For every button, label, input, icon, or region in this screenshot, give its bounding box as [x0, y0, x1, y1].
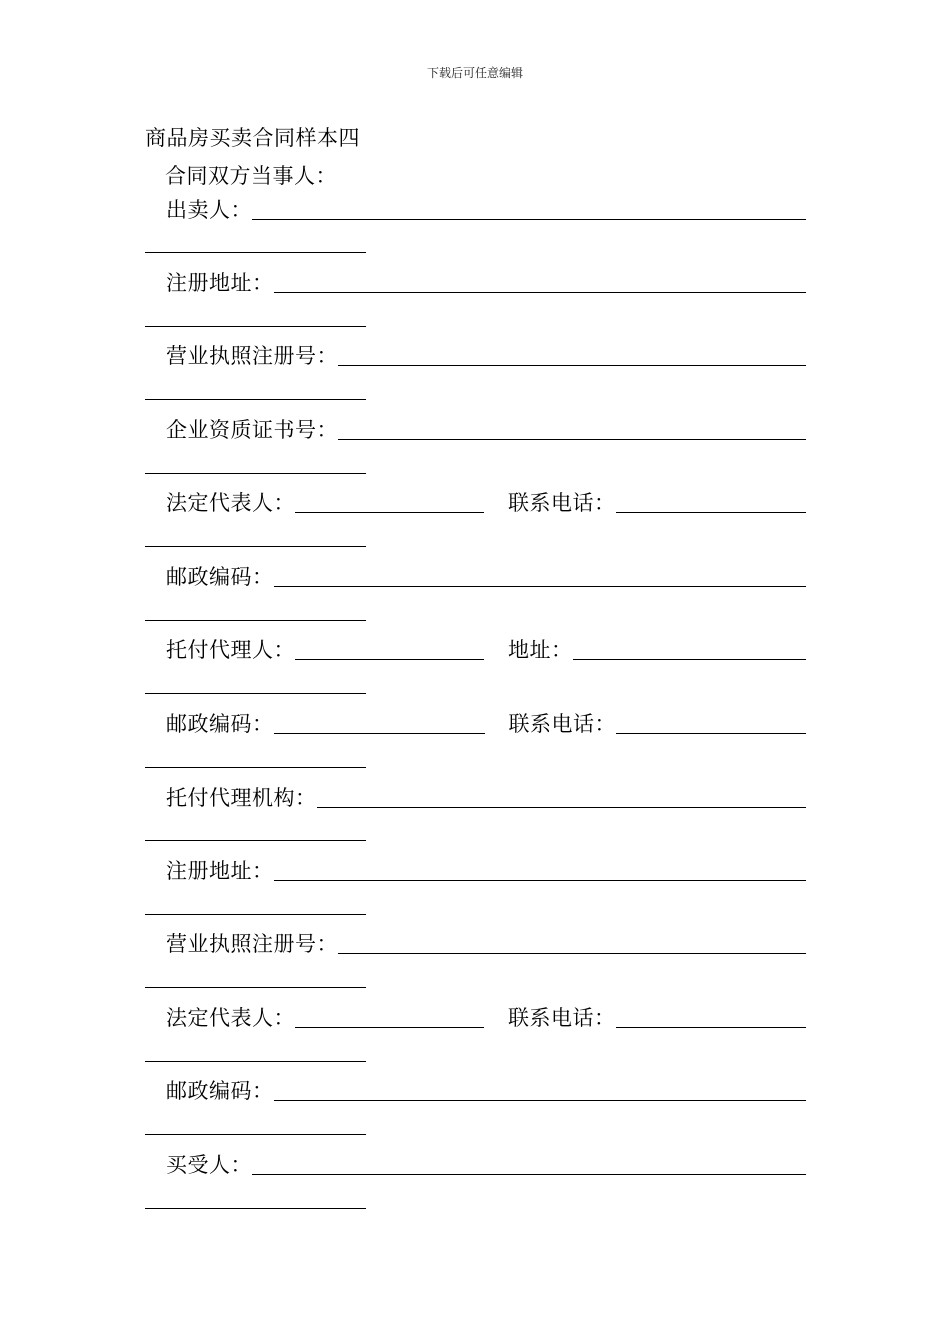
field-label: 注册地址： [166, 859, 274, 883]
continuation-line[interactable] [145, 326, 366, 327]
field-row-postal-code [166, 559, 806, 589]
field-row-legal-rep-2 [166, 1000, 806, 1030]
fill-line[interactable] [338, 931, 806, 954]
field-label-secondary: 联系电话： [508, 1006, 616, 1030]
field-row-buyer [166, 1147, 806, 1177]
field-row-registered-address [166, 265, 806, 295]
field-label: 注册地址： [166, 271, 274, 295]
field-label: 营业执照注册号： [166, 344, 338, 368]
field-label-secondary: 联系电话： [508, 491, 616, 515]
fill-line[interactable] [616, 490, 807, 513]
field-label: 托付代理人： [166, 638, 295, 662]
continuation-line[interactable] [145, 399, 366, 400]
fill-line[interactable] [274, 711, 485, 734]
fill-line[interactable] [616, 1005, 807, 1028]
field-label: 邮政编码： [166, 712, 274, 736]
continuation-line[interactable] [145, 1061, 366, 1062]
fill-line[interactable] [295, 1005, 484, 1028]
continuation-line[interactable] [145, 987, 366, 988]
fill-line[interactable] [274, 564, 807, 587]
continuation-line[interactable] [145, 252, 366, 253]
field-row-legal-rep [166, 485, 806, 515]
fill-line[interactable] [295, 490, 484, 513]
field-row-license-number [166, 338, 806, 368]
fill-line[interactable] [274, 270, 807, 293]
fill-line[interactable] [252, 197, 806, 220]
continuation-line[interactable] [145, 473, 366, 474]
field-row-qualification-number [166, 412, 806, 442]
field-label: 法定代表人： [166, 491, 295, 515]
field-row-seller [166, 192, 806, 222]
field-row-agent-postal [166, 706, 806, 736]
fill-line[interactable] [317, 785, 807, 808]
field-row-postal-code-2 [166, 1073, 806, 1103]
continuation-line[interactable] [145, 1208, 366, 1209]
fill-line[interactable] [616, 711, 806, 734]
continuation-line[interactable] [145, 767, 366, 768]
field-label: 邮政编码： [166, 1079, 274, 1103]
continuation-line[interactable] [145, 840, 366, 841]
continuation-line[interactable] [145, 546, 366, 547]
field-label: 托付代理机构： [166, 786, 317, 810]
field-label: 企业资质证书号： [166, 418, 338, 442]
field-label: 邮政编码： [166, 565, 274, 589]
continuation-line[interactable] [145, 693, 366, 694]
fill-line[interactable] [338, 343, 806, 366]
continuation-line[interactable] [145, 620, 366, 621]
continuation-line[interactable] [145, 1134, 366, 1135]
field-label: 买受人： [166, 1153, 252, 1177]
document-title: 商品房买卖合同样本四 [145, 126, 360, 150]
fill-line[interactable] [274, 858, 807, 881]
field-label: 法定代表人： [166, 1006, 295, 1030]
fill-line[interactable] [338, 417, 806, 440]
parties-heading: 合同双方当事人： [165, 164, 337, 188]
field-row-agency [166, 780, 806, 810]
field-row-license-number-2 [166, 926, 806, 956]
continuation-line[interactable] [145, 914, 366, 915]
field-label: 出卖人： [166, 198, 252, 222]
fill-line[interactable] [573, 637, 807, 660]
page-header: 下载后可任意编辑 [426, 66, 523, 80]
field-label-secondary: 联系电话： [508, 712, 616, 736]
field-label: 营业执照注册号： [166, 932, 338, 956]
fill-line[interactable] [295, 637, 484, 660]
fill-line[interactable] [252, 1152, 806, 1175]
field-row-registered-address-2 [166, 853, 806, 883]
field-row-agent [166, 632, 806, 662]
fill-line[interactable] [274, 1078, 807, 1101]
field-label-secondary: 地址： [508, 638, 573, 662]
